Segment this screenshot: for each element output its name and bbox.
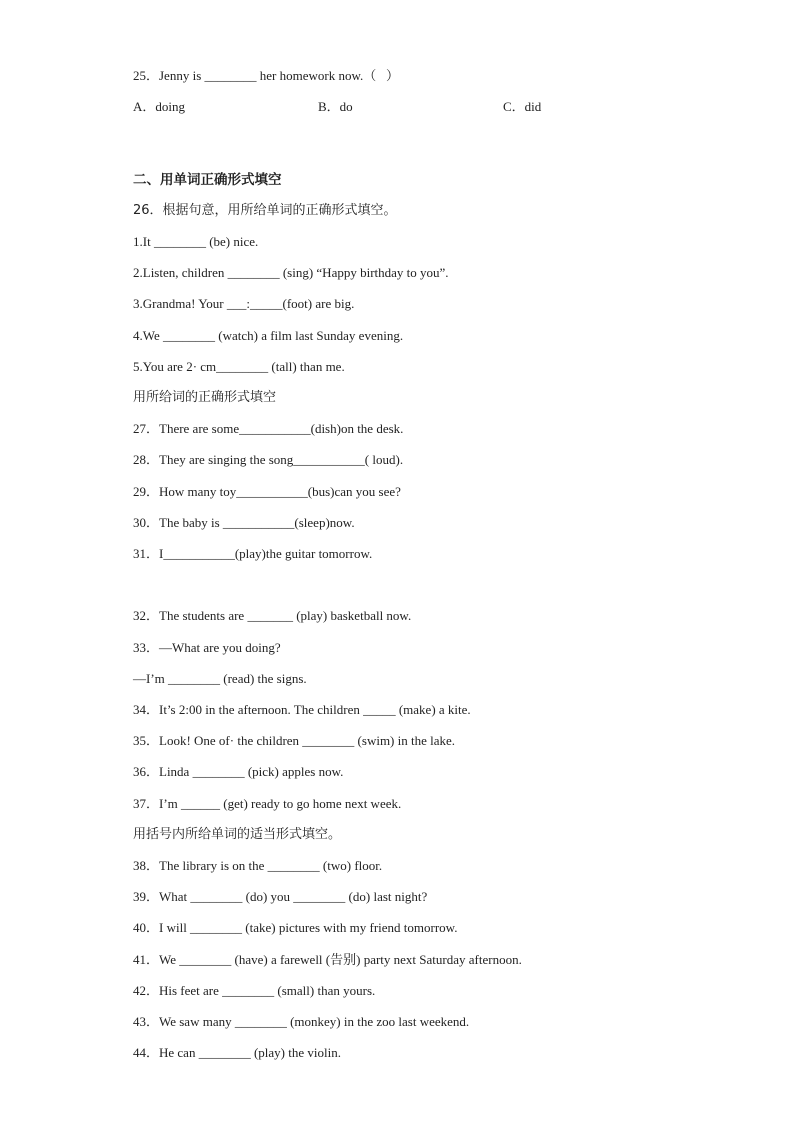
- question-43: 43．We saw many ________ (monkey) in the zoo last weekend.: [133, 1014, 470, 1029]
- group-instruction: 用括号内所给单词的适当形式填空。: [133, 827, 342, 842]
- question-26-stem: 26．根据句意，用所给单词的正确形式填空。: [133, 203, 397, 218]
- question-41: 41．We ________ (have) a farewell (告别) party next Saturday afternoon.: [133, 952, 522, 967]
- question-35: 35．Look! One of· the children ________ (swim) in the lake.: [133, 733, 456, 748]
- group-instruction: 用所给词的正确形式填空: [133, 390, 277, 405]
- question-33-answer: —I’m ________ (read) the signs.: [133, 671, 307, 686]
- question-31: 31．I___________(play)the guitar tomorrow.: [133, 546, 373, 561]
- question-32: 32．The students are _______ (play) basketball now.: [133, 608, 412, 623]
- question-26-item-3: 3.Grandma! Your ___:_____(foot) are big.: [133, 296, 355, 311]
- question-26-item-5: 5.You are 2· cm________ (tall) than me.: [133, 359, 345, 374]
- question-29: 29．How many toy___________(bus)can you see?: [133, 484, 401, 499]
- question-30: 30．The baby is ___________(sleep)now.: [133, 515, 355, 530]
- question-36: 36．Linda ________ (pick) apples now.: [133, 764, 344, 779]
- question-25-option-a: A．doing: [133, 99, 186, 114]
- question-44: 44．He can ________ (play) the violin.: [133, 1045, 341, 1060]
- question-40: 40．I will ________ (take) pictures with my friend tomorrow.: [133, 920, 458, 935]
- question-26-item-1: 1.It ________ (be) nice.: [133, 234, 259, 249]
- question-34: 34．It’s 2:00 in the afternoon. The children _____ (make) a kite.: [133, 702, 471, 717]
- question-42: 42．His feet are ________ (small) than yours.: [133, 983, 376, 998]
- question-25-option-b: B．do: [318, 99, 353, 114]
- question-27: 27．There are some___________(dish)on the desk.: [133, 421, 404, 436]
- question-33-prompt: 33．—What are you doing?: [133, 640, 281, 655]
- question-37: 37．I’m ______ (get) ready to go home next week.: [133, 796, 402, 811]
- question-28: 28．They are singing the song___________( loud).: [133, 452, 404, 467]
- question-26-item-2: 2.Listen, children ________ (sing) “Happy birthday to you”.: [133, 265, 449, 280]
- question-25-option-c: C．did: [503, 99, 542, 114]
- section-heading: 二、用单词正确形式填空: [133, 172, 282, 188]
- question-26-item-4: 4.We ________ (watch) a film last Sunday evening.: [133, 328, 404, 343]
- question-39: 39．What ________ (do) you ________ (do) last night?: [133, 889, 428, 904]
- question-38: 38．The library is on the ________ (two) floor.: [133, 858, 383, 873]
- question-25-stem: 25．Jenny is ________ her homework now.（ ）: [133, 68, 399, 83]
